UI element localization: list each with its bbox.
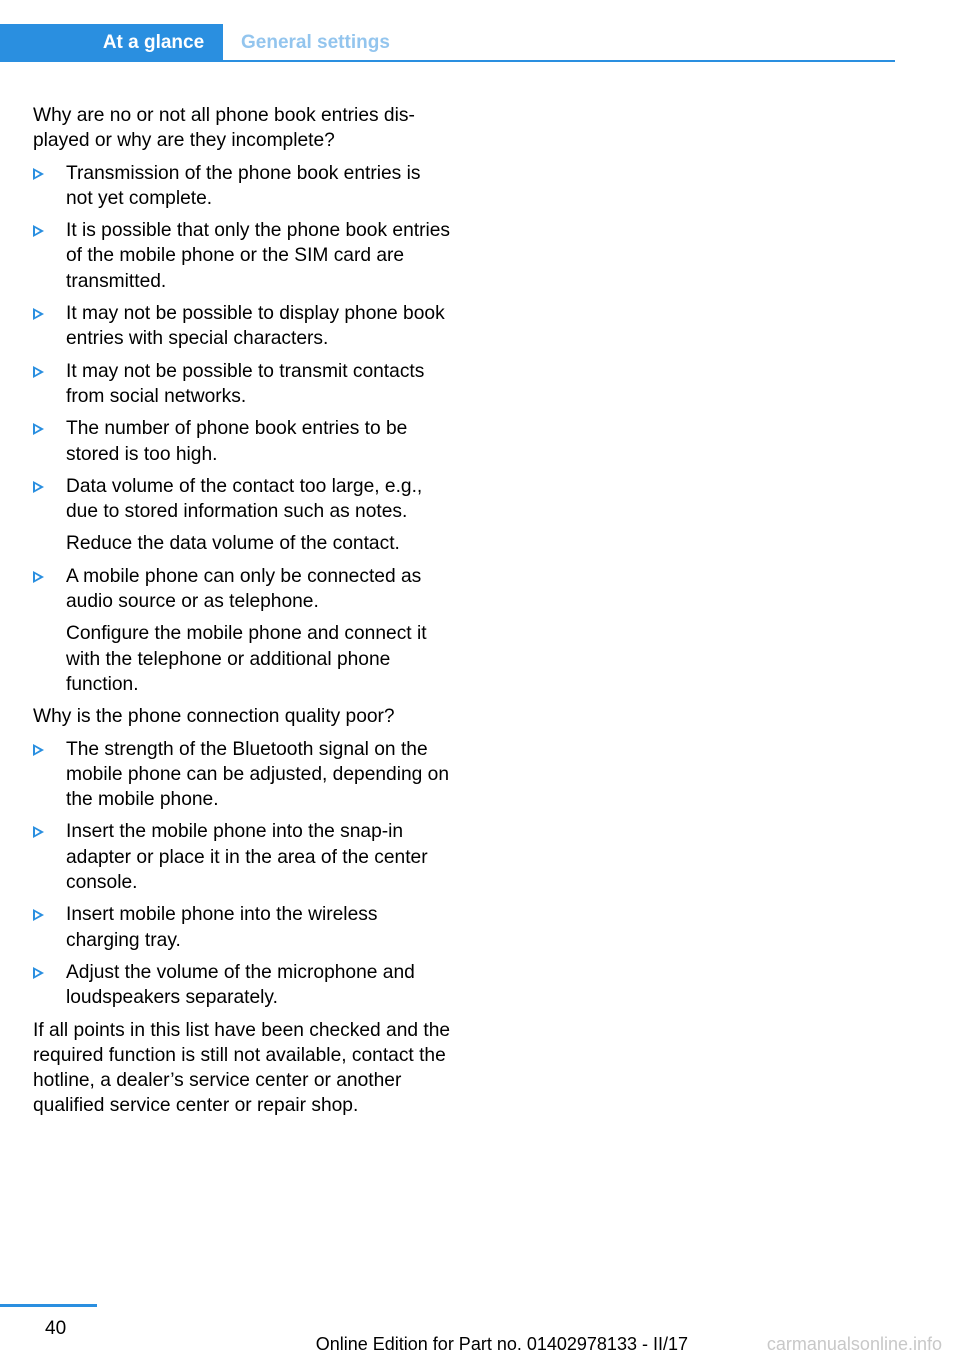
page-number: 40 (45, 1318, 67, 1339)
list-item (33, 218, 451, 294)
phone-book-causes-list (33, 161, 451, 698)
list-item-text: It is possible that only the phone book entries of the mobile phone or the SIM card are transmitted. (66, 220, 450, 292)
list-item-text: It may not be possible to display phone book entries with special characters. (66, 303, 445, 350)
footer-rule (0, 1304, 97, 1307)
list-item-note: Reduce the data volume of the contact. (66, 533, 400, 555)
triangle-bullet-icon (33, 909, 44, 921)
list-item-text: Transmission of the phone book entries is not yet complete. (66, 162, 421, 209)
closing-paragraph: If all points in this list have been checked and the required function is still not available, contact the hotline, a dealer’s service center or another qualified service center or repair shop. (33, 1019, 451, 1117)
question-phone-book: Why are no or not all phone book entries displayed or why are they incomplete? (33, 105, 415, 152)
list-item (33, 564, 451, 697)
list-item-text: Adjust the volume of the microphone and loudspeakers separately. (66, 961, 415, 1009)
watermark: carmanualsonline.info (766, 1334, 942, 1354)
edition-note: Online Edition for Part no. 01402978133 - II/17 (315, 1334, 688, 1354)
list-item (33, 161, 451, 212)
triangle-bullet-icon (33, 366, 44, 378)
tab-general-settings[interactable]: General settings (241, 32, 390, 53)
list-item-text: A mobile phone can only be connected as audio source or as telephone. (66, 565, 422, 613)
list-item (33, 737, 451, 813)
page-content (33, 103, 451, 1119)
list-item-text: The strength of the Bluetooth signal on the mobile phone can be adjusted, depending on the mobile phone. (66, 738, 449, 811)
list-item (33, 960, 451, 1011)
question-connection-quality: Why is the phone connection quality poor? (33, 706, 395, 728)
header-tab-lead (0, 24, 84, 62)
list-item (33, 416, 451, 467)
list-item-text: Data volume of the contact too large, e.g., due to stored information such as notes. (66, 475, 423, 523)
list-item-text: Insert the mobile phone into the snap-in adapter or place it in the area of the center console. (66, 821, 428, 894)
triangle-bullet-icon (33, 225, 44, 237)
list-item-text: It may not be possible to transmit contacts from social networks. (66, 360, 425, 407)
list-item-text: Insert mobile phone into the wireless charging tray. (66, 904, 378, 951)
connection-quality-list (33, 737, 451, 1011)
list-item-note: Configure the mobile phone and connect it with the telephone or additional phone function. (66, 623, 427, 695)
triangle-bullet-icon (33, 571, 44, 583)
triangle-bullet-icon (33, 744, 44, 756)
list-item (33, 474, 451, 557)
triangle-bullet-icon (33, 168, 44, 180)
list-item (33, 902, 451, 953)
triangle-bullet-icon (33, 308, 44, 320)
list-item (33, 359, 451, 410)
list-item (33, 819, 451, 895)
tab-at-a-glance[interactable]: At a glance (84, 24, 223, 62)
list-item (33, 301, 451, 352)
page-header (0, 24, 895, 62)
triangle-bullet-icon (33, 967, 44, 979)
triangle-bullet-icon (33, 826, 44, 838)
triangle-bullet-icon (33, 481, 44, 493)
header-rule (0, 60, 895, 62)
list-item-text: The number of phone book entries to be stored is too high. (66, 418, 408, 465)
triangle-bullet-icon (33, 423, 44, 435)
